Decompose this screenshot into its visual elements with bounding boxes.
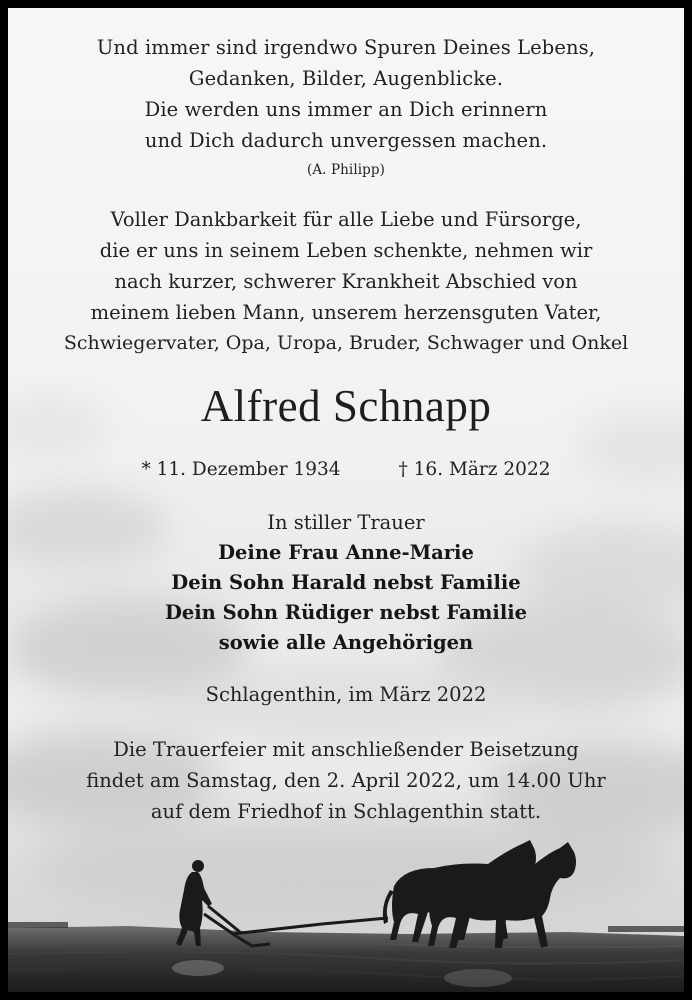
place-and-date: Schlagenthin, im März 2022: [205, 683, 487, 706]
mourner-line: Dein Sohn Harald nebst Familie: [171, 571, 521, 594]
farewell-intro: [8, 204, 684, 359]
mourner-line: sowie alle Angehörigen: [218, 631, 474, 654]
birth-date: * 11. Dezember 1934: [141, 459, 341, 480]
obituary-card: [8, 8, 684, 992]
intro-line: die er uns in seinem Leben schenkte, nehmen wir: [99, 239, 593, 262]
deceased-name: Alfred Schnapp: [200, 381, 492, 431]
poem-line: Gedanken, Bilder, Augenblicke.: [188, 67, 504, 90]
plowing-silhouette-image: [8, 828, 684, 992]
intro-line: nach kurzer, schwerer Krankheit Abschied von: [114, 270, 578, 293]
life-dates: [8, 456, 684, 484]
poem-attribution: (A. Philipp): [306, 162, 386, 178]
funeral-line: findet am Samstag, den 2. April 2022, um 14.00 Uhr: [86, 769, 606, 792]
poem-line: und Dich dadurch unvergessen machen.: [144, 129, 548, 152]
mourners-heading: In stiller Trauer: [267, 511, 425, 534]
mourners-block: [8, 508, 684, 658]
funeral-line: Die Trauerfeier mit anschließender Beisetzung: [113, 738, 579, 761]
mourner-line: Dein Sohn Rüdiger nebst Familie: [164, 601, 528, 624]
horses-silhouette: [383, 840, 576, 948]
intro-line: Voller Dankbarkeit für alle Liebe und Fürsorge,: [110, 208, 582, 231]
intro-line: Schwiegervater, Opa, Uropa, Bruder, Schwager und Onkel: [63, 332, 629, 354]
funeral-line: auf dem Friedhof in Schlagenthin statt.: [150, 800, 542, 823]
mourner-line: Deine Frau Anne-Marie: [218, 541, 474, 564]
poem-line: Und immer sind irgendwo Spuren Deines Lebens,: [96, 36, 596, 59]
death-date: † 16. März 2022: [398, 459, 551, 480]
intro-line: meinem lieben Mann, unserem herzensguten Vater,: [90, 301, 602, 324]
poem-quote: [8, 32, 684, 182]
funeral-notice: [8, 734, 684, 827]
poem-line: Die werden uns immer an Dich erinnern: [144, 98, 548, 121]
